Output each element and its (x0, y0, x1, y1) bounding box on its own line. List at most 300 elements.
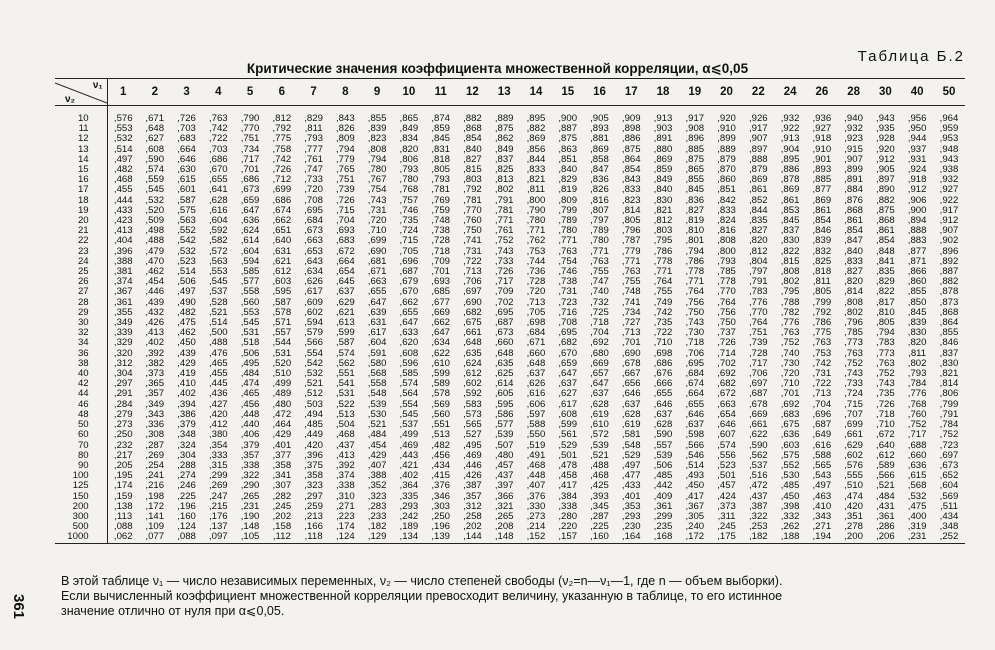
table-cell: ,469 (399, 439, 419, 451)
table-cell: ,904 (780, 143, 800, 155)
table-cell: ,454 (145, 276, 165, 288)
table-cell: ,501 (717, 470, 736, 482)
table-cell: ,616 (208, 204, 228, 216)
table-cell: ,587 (177, 194, 196, 206)
table-cell: ,909 (621, 113, 641, 124)
table-cell: ,785 (717, 266, 736, 278)
table-cell: ,144 (457, 532, 489, 543)
table-cell: ,869 (780, 184, 800, 196)
table-cell: ,839 (367, 123, 387, 135)
table-cell: ,555 (844, 470, 863, 482)
table-cell: ,686 (208, 153, 228, 165)
table-cell: ,940 (844, 113, 863, 124)
table-cell: ,924 (907, 164, 927, 176)
table-cell: ,253 (748, 521, 768, 533)
table-cell: ,637 (590, 388, 609, 400)
table-cell: ,636 (907, 459, 927, 471)
table-cell: ,402 (145, 337, 165, 349)
table-cell: ,437 (336, 439, 355, 451)
table-cell: ,763 (876, 357, 895, 369)
table-cell: ,890 (876, 184, 895, 196)
table-cell: ,701 (780, 388, 800, 400)
table-cell: ,695 (685, 357, 705, 369)
table-cell: ,699 (272, 184, 292, 196)
table-cell: ,692 (780, 398, 800, 410)
table-cell: ,539 (494, 429, 514, 441)
table-cell: ,569 (431, 398, 450, 410)
table-cell: ,664 (177, 143, 196, 155)
table-cell: ,429 (272, 429, 292, 441)
table-cell: ,900 (907, 204, 927, 216)
table-cell: ,751 (336, 174, 355, 186)
table-cell: ,361 (653, 500, 673, 512)
table-cell: ,323 (367, 490, 387, 502)
table-cell: ,420 (208, 408, 228, 420)
table-cell: ,776 (907, 388, 927, 400)
page-number: 361 (10, 593, 28, 620)
table-cell: ,397 (494, 480, 514, 492)
table-cell: ,724 (399, 225, 419, 237)
table-cell: ,426 (145, 317, 165, 329)
table-cell: ,802 (780, 276, 800, 288)
table-cell: ,814 (621, 204, 641, 216)
table-cell: ,764 (748, 317, 768, 329)
table-cell: ,305 (685, 510, 705, 522)
table-cell: ,802 (907, 357, 927, 369)
table-cell: ,812 (272, 113, 292, 124)
table-cell: ,860 (717, 174, 736, 186)
table-cell: ,349 (145, 398, 165, 410)
table-cell: ,675 (780, 419, 800, 431)
table-cell: ,484 (240, 368, 260, 380)
table-cell: ,594 (304, 317, 323, 329)
table-cell: ,805 (876, 317, 895, 329)
table-cell: ,472 (272, 408, 292, 420)
table-cell: ,706 (685, 347, 705, 359)
table-cell: ,202 (272, 510, 292, 522)
table-cell: ,450 (780, 490, 800, 502)
table-cell: ,927 (812, 123, 832, 135)
table-cell: ,497 (812, 480, 832, 492)
table-body (55, 106, 965, 544)
table-cell: ,652 (939, 470, 959, 482)
table-cell: ,715 (844, 398, 863, 410)
table-cell: ,636 (780, 429, 800, 441)
table-cell: ,809 (336, 133, 355, 145)
table-cell: ,697 (748, 378, 768, 390)
table-cell: ,604 (208, 215, 228, 227)
table-cell: ,616 (526, 388, 546, 400)
table-cell: ,647 (367, 296, 387, 308)
table-cell: ,200 (838, 532, 870, 543)
table-cell: ,752 (876, 368, 895, 380)
table-cell: ,718 (590, 317, 609, 329)
table-cell: ,355 (113, 306, 133, 318)
table-cell: ,820 (399, 143, 419, 155)
table-cell: ,501 (558, 449, 578, 461)
table-cell: ,088 (171, 532, 203, 543)
table-cell: ,770 (240, 123, 260, 135)
table-cell: ,250 (113, 429, 133, 441)
table-cell: ,780 (526, 215, 546, 227)
table-cell: ,841 (876, 255, 895, 267)
table-cell: ,308 (145, 429, 165, 441)
table-cell: ,647 (558, 368, 578, 380)
table-cell: ,855 (907, 286, 927, 298)
table-cell: ,793 (399, 164, 419, 176)
table-cell: ,883 (907, 235, 927, 247)
table-cell: ,710 (876, 419, 895, 431)
table-cell: ,869 (748, 174, 768, 186)
table-cell: ,692 (590, 337, 609, 349)
row-header-v2: 28 (55, 298, 107, 308)
table-cell: ,695 (494, 306, 514, 318)
table-cell: ,367 (113, 286, 133, 298)
table-cell: ,637 (685, 419, 705, 431)
table-cell: ,648 (494, 347, 514, 359)
table-cell: ,604 (367, 337, 387, 349)
table-cell: ,647 (399, 317, 419, 329)
table-cell: ,421 (399, 459, 419, 471)
table-cell: ,794 (685, 245, 705, 257)
table-cell: ,558 (240, 286, 260, 298)
table-cell: ,637 (336, 286, 355, 298)
table-cell: ,475 (907, 500, 927, 512)
table-cell: ,455 (113, 184, 133, 196)
table-cell: ,778 (653, 255, 673, 267)
table-cell: ,417 (558, 480, 578, 492)
table-cell: ,709 (494, 286, 514, 298)
table-cell: ,917 (685, 113, 705, 124)
table-cell: ,407 (526, 480, 546, 492)
table-cell: ,202 (463, 521, 482, 533)
table-cell: ,727 (621, 317, 641, 329)
table-cell: ,489 (272, 388, 292, 400)
table-cell: ,662 (431, 317, 450, 329)
table-cell: ,235 (653, 521, 673, 533)
table-cell: ,830 (653, 194, 673, 206)
table-cell: ,896 (685, 133, 705, 145)
table-cell: ,514 (685, 459, 705, 471)
table-cell: ,718 (685, 337, 705, 349)
table-cell: ,420 (844, 500, 863, 512)
table-cell: ,818 (812, 266, 832, 278)
table-cell: ,827 (748, 225, 768, 237)
table-cell: ,425 (590, 480, 609, 492)
table-cell: ,437 (748, 490, 768, 502)
table-cell: ,802 (844, 306, 863, 318)
table-cell: ,943 (876, 113, 895, 124)
table-cell: ,683 (336, 235, 355, 247)
table-cell: ,137 (208, 521, 228, 533)
table-cell: ,764 (717, 296, 736, 308)
table-cell: ,375 (304, 459, 323, 471)
table-cell: ,882 (526, 123, 546, 135)
table-cell: ,484 (876, 490, 895, 502)
table-cell: ,794 (336, 143, 355, 155)
table-cell: ,530 (780, 470, 800, 482)
table-cell: ,861 (812, 204, 832, 216)
table-cell: ,755 (621, 276, 641, 288)
table-cell: ,699 (367, 235, 387, 247)
table-cell: ,672 (336, 245, 355, 257)
table-cell: ,245 (272, 500, 292, 512)
table-cell: ,861 (748, 184, 768, 196)
table-cell: ,717 (240, 153, 260, 165)
table-cell: ,388 (113, 255, 133, 267)
table-cell: ,680 (590, 347, 609, 359)
table-cell: ,858 (590, 153, 609, 165)
table-cell: ,196 (431, 521, 450, 533)
table-cell: ,364 (399, 480, 419, 492)
table-cell: ,731 (812, 368, 832, 380)
table-cell: ,494 (304, 408, 323, 420)
table-cell: ,639 (367, 306, 387, 318)
table-cell: ,717 (748, 357, 768, 369)
table-cell: ,739 (748, 337, 768, 349)
table-cell: ,512 (304, 388, 323, 400)
table-cell: ,604 (240, 245, 260, 257)
table-cell: ,310 (336, 490, 355, 502)
table-cell: ,646 (717, 419, 736, 431)
table-cell: ,358 (272, 459, 292, 471)
table-cell: ,664 (685, 388, 705, 400)
table-cell: ,771 (653, 266, 673, 278)
table-cell: ,436 (208, 388, 228, 400)
table-cell: ,569 (939, 490, 959, 502)
table-cell: ,811 (304, 123, 323, 135)
table-cell: ,627 (145, 133, 165, 145)
table-cell: ,586 (494, 408, 514, 420)
table-cell: ,669 (431, 306, 450, 318)
table-cell: ,869 (526, 133, 546, 145)
table-cell: ,795 (780, 286, 800, 298)
table-cell: ,564 (399, 388, 419, 400)
table-cell: ,820 (907, 337, 927, 349)
table-cell: ,630 (177, 164, 196, 176)
row-header-v2: 17 (55, 185, 107, 195)
table-cell: ,685 (431, 286, 450, 298)
row-header-v2: 24 (55, 257, 107, 267)
table-cell: ,856 (526, 143, 546, 155)
table-cell: ,230 (621, 521, 641, 533)
table-cell: ,888 (907, 225, 927, 237)
table-cell: ,476 (208, 347, 228, 359)
table-cell: ,748 (621, 286, 641, 298)
table-cell: ,932 (844, 123, 863, 135)
table-cell: ,382 (145, 357, 165, 369)
table-cell: ,439 (177, 347, 196, 359)
table-cell: ,537 (399, 419, 419, 431)
table-cell: ,783 (748, 286, 768, 298)
table-cell: ,722 (208, 133, 228, 145)
table-cell: ,894 (907, 215, 927, 227)
table-cell: ,927 (939, 184, 959, 196)
table-cell: ,803 (463, 174, 482, 186)
table-cell: ,113 (114, 510, 133, 522)
table-cell: ,884 (844, 184, 863, 196)
table-cell: ,703 (208, 143, 228, 155)
table-cell: ,886 (780, 164, 800, 176)
table-cell: ,698 (526, 317, 546, 329)
table-cell: ,401 (272, 439, 292, 451)
table-cell: ,220 (558, 521, 578, 533)
table-cell: ,615 (907, 470, 927, 482)
table-cell: ,878 (780, 174, 800, 186)
table-cell: ,443 (399, 449, 419, 461)
table-cell: ,677 (431, 296, 450, 308)
table-cell: ,324 (177, 439, 196, 451)
table-cell: ,233 (367, 510, 387, 522)
table-cell: ,854 (463, 133, 482, 145)
table-cell: ,312 (113, 357, 133, 369)
table-cell: ,537 (748, 459, 768, 471)
table-cell: ,736 (526, 266, 546, 278)
table-cell: ,733 (304, 174, 323, 186)
table-cell: ,400 (907, 510, 927, 522)
table-cell: ,450 (177, 337, 196, 349)
table-cell: ,935 (876, 123, 895, 135)
table-cell: ,895 (780, 153, 800, 165)
table-cell: ,523 (717, 459, 736, 471)
table-cell: ,545 (208, 276, 228, 288)
row-header-v2: 40 (55, 369, 107, 379)
table-cell: ,215 (208, 500, 228, 512)
table-cell: ,831 (431, 143, 450, 155)
table-cell: ,928 (876, 133, 895, 145)
table-cell: ,529 (621, 449, 641, 461)
table-cell: ,833 (844, 255, 863, 267)
table-cell: ,603 (780, 439, 800, 451)
column-header-v1: 40 (901, 79, 933, 106)
table-cell: ,717 (494, 276, 514, 288)
table-cell: ,497 (113, 153, 133, 165)
table-cell: ,519 (526, 439, 546, 451)
table-cell: ,439 (145, 296, 165, 308)
table-cell: ,819 (685, 215, 705, 227)
table-cell: ,779 (621, 245, 641, 257)
table-cell: ,755 (653, 286, 673, 298)
table-cell: ,240 (685, 521, 705, 533)
table-cell: ,776 (780, 317, 800, 329)
table-cell: ,887 (939, 266, 959, 278)
table-cell: ,810 (685, 225, 705, 237)
table-cell: ,445 (208, 378, 228, 390)
table-cell: ,814 (844, 286, 863, 298)
table-cell: ,595 (272, 286, 292, 298)
table-cell: ,513 (431, 429, 450, 441)
table-cell: ,358 (304, 470, 323, 482)
table-cell: ,765 (336, 164, 355, 176)
table-cell: ,660 (526, 347, 546, 359)
table-cell: ,432 (145, 306, 165, 318)
table-cell: ,686 (272, 194, 292, 206)
table-cell: ,912 (939, 215, 959, 227)
table-cell: ,865 (399, 113, 419, 124)
table-cell: ,250 (431, 510, 450, 522)
table-cell: ,647 (431, 327, 450, 339)
table-cell: ,513 (336, 408, 355, 420)
table-cell: ,574 (399, 378, 419, 390)
row-header-v2: 13 (55, 145, 107, 155)
column-header-v1: 28 (838, 79, 870, 106)
table-cell: ,160 (584, 532, 616, 543)
table-cell: ,288 (177, 459, 196, 471)
table-cell: ,792 (463, 184, 482, 196)
table-cell: ,743 (844, 368, 863, 380)
table-cell: ,345 (590, 500, 609, 512)
table-cell: ,797 (748, 266, 768, 278)
table-cell: ,374 (336, 470, 355, 482)
table-cell: ,864 (621, 153, 641, 165)
table-cell: ,322 (240, 470, 260, 482)
table-cell: ,661 (463, 327, 482, 339)
table-cell: ,695 (304, 204, 323, 216)
table-cell: ,918 (812, 133, 832, 145)
table-cell: ,833 (717, 204, 736, 216)
table-cell: ,348 (177, 429, 196, 441)
table-cell: ,440 (240, 419, 260, 431)
table-cell: ,959 (939, 123, 959, 135)
row-header-v2: 15 (55, 165, 107, 175)
table-cell: ,822 (780, 245, 800, 257)
row-header-v2: 22 (55, 236, 107, 246)
table-cell: ,791 (748, 276, 768, 288)
table-cell: ,678 (748, 398, 768, 410)
table-cell: ,506 (240, 347, 260, 359)
table-cell: ,608 (399, 347, 419, 359)
table-cell: ,357 (240, 449, 260, 461)
table-cell: ,258 (463, 510, 482, 522)
table-cell: ,836 (685, 194, 705, 206)
table-cell: ,768 (907, 398, 927, 410)
table-cell: ,826 (336, 123, 355, 135)
table-cell: ,491 (526, 449, 546, 461)
table-cell: ,612 (463, 368, 482, 380)
table-cell: ,676 (653, 368, 673, 380)
table-cell: ,520 (272, 357, 292, 369)
table-cell: ,575 (780, 449, 800, 461)
table-cell: ,849 (399, 123, 419, 135)
table-cell: ,286 (876, 521, 895, 533)
table-cell: ,854 (812, 215, 832, 227)
table-cell: ,830 (907, 327, 927, 339)
column-header-v1: 19 (679, 79, 711, 106)
table-cell: ,889 (494, 113, 514, 124)
table-cell: ,783 (876, 337, 895, 349)
table-cell: ,660 (907, 449, 927, 461)
table-cell: ,626 (526, 378, 546, 390)
table-cell: ,724 (844, 388, 863, 400)
table-cell: ,846 (939, 337, 959, 349)
table-cell: ,633 (399, 327, 419, 339)
table-cell: ,482 (113, 164, 133, 176)
table-cell: ,793 (304, 133, 323, 145)
table-cell: ,396 (113, 245, 133, 257)
table-cell: ,780 (399, 174, 419, 186)
table-cell: ,574 (336, 347, 355, 359)
table-cell: ,648 (526, 357, 546, 369)
table-cell: ,446 (145, 286, 165, 298)
table-notes (61, 574, 961, 619)
table-cell: ,679 (399, 276, 419, 288)
table-cell: ,751 (748, 327, 768, 339)
table-cell: ,168 (647, 532, 679, 543)
table-cell: ,737 (717, 327, 736, 339)
table-cell: ,446 (463, 459, 482, 471)
table-cell: ,373 (717, 500, 736, 512)
table-cell: ,470 (145, 255, 165, 267)
